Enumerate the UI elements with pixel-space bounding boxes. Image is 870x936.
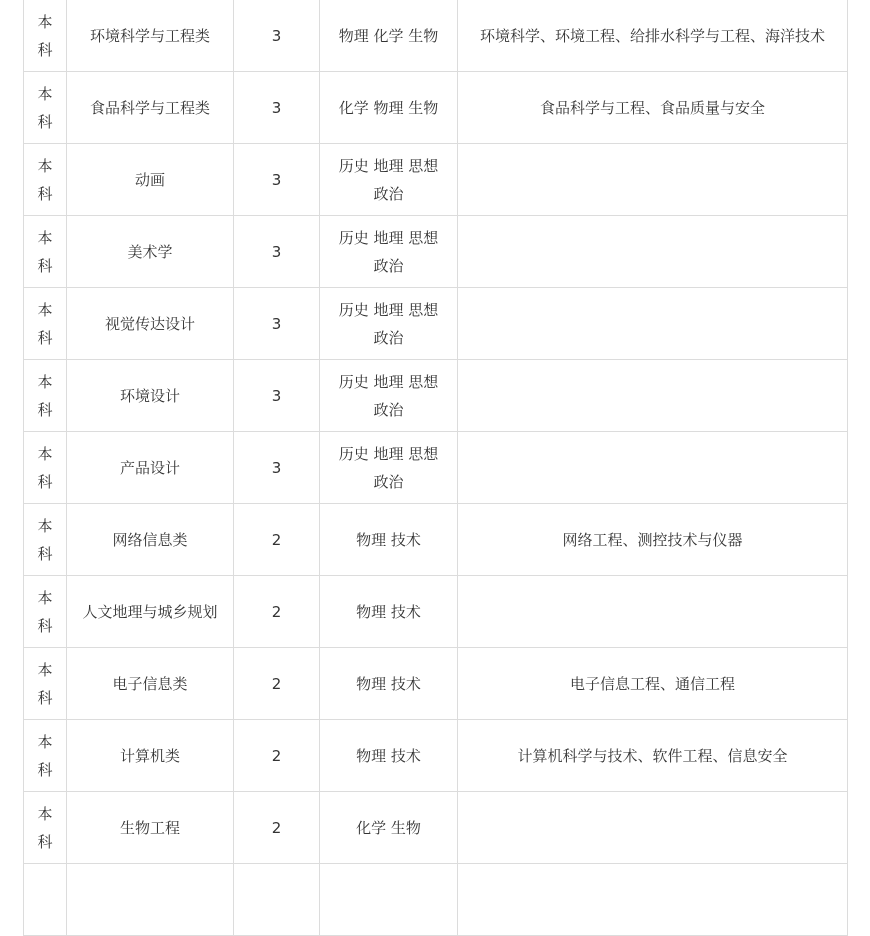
cell-subject-count: 3: [234, 0, 320, 72]
cell-subject-count: 2: [234, 576, 320, 648]
table-row: [24, 144, 848, 216]
cell-major: [67, 864, 234, 936]
cell-level: 本科: [24, 0, 67, 72]
table-row: [24, 720, 848, 792]
cell-subject-count: 3: [234, 72, 320, 144]
cell-major: 生物工程: [67, 792, 234, 864]
cell-subject-count: 2: [234, 720, 320, 792]
table-row: [24, 288, 848, 360]
majors-table: [23, 0, 848, 936]
cell-included-majors: 食品科学与工程、食品质量与安全: [458, 72, 848, 144]
majors-table-body: [24, 0, 848, 936]
cell-required-subjects: 物理 技术: [320, 648, 458, 720]
cell-level: 本科: [24, 504, 67, 576]
table-row: [24, 216, 848, 288]
cell-level: 本科: [24, 360, 67, 432]
cell-required-subjects: [320, 864, 458, 936]
cell-required-subjects: 化学 物理 生物: [320, 72, 458, 144]
cell-included-majors: 环境科学、环境工程、给排水科学与工程、海洋技术: [458, 0, 848, 72]
cell-major: 产品设计: [67, 432, 234, 504]
cell-included-majors: 电子信息工程、通信工程: [458, 648, 848, 720]
cell-included-majors: [458, 216, 848, 288]
cell-major: 环境科学与工程类: [67, 0, 234, 72]
cell-included-majors: 计算机科学与技术、软件工程、信息安全: [458, 720, 848, 792]
cell-subject-count: [234, 864, 320, 936]
cell-required-subjects: 历史 地理 思想政治: [320, 360, 458, 432]
cell-level: 本科: [24, 72, 67, 144]
table-row: [24, 504, 848, 576]
cell-required-subjects: 历史 地理 思想政治: [320, 216, 458, 288]
table-row: [24, 0, 848, 72]
cell-subject-count: 2: [234, 792, 320, 864]
cell-included-majors: [458, 864, 848, 936]
cell-required-subjects: 物理 技术: [320, 504, 458, 576]
cell-included-majors: [458, 432, 848, 504]
cell-required-subjects: 历史 地理 思想政治: [320, 288, 458, 360]
table-row: [24, 72, 848, 144]
cell-major: 视觉传达设计: [67, 288, 234, 360]
cell-included-majors: [458, 360, 848, 432]
table-row: [24, 792, 848, 864]
table-row: [24, 648, 848, 720]
cell-level: 本科: [24, 576, 67, 648]
cell-subject-count: 2: [234, 648, 320, 720]
cell-level: [24, 864, 67, 936]
cell-subject-count: 3: [234, 432, 320, 504]
cell-level: 本科: [24, 144, 67, 216]
cell-major: 电子信息类: [67, 648, 234, 720]
cell-included-majors: [458, 288, 848, 360]
cell-included-majors: [458, 792, 848, 864]
cell-subject-count: 2: [234, 504, 320, 576]
cell-level: 本科: [24, 792, 67, 864]
cell-level: 本科: [24, 216, 67, 288]
cell-included-majors: [458, 576, 848, 648]
cell-level: 本科: [24, 288, 67, 360]
cell-major: 人文地理与城乡规划: [67, 576, 234, 648]
majors-table-container: [23, 0, 847, 936]
cell-level: 本科: [24, 432, 67, 504]
cell-subject-count: 3: [234, 360, 320, 432]
cell-required-subjects: 历史 地理 思想政治: [320, 144, 458, 216]
cell-level: 本科: [24, 720, 67, 792]
cell-level: 本科: [24, 648, 67, 720]
table-row: [24, 360, 848, 432]
cell-major: 美术学: [67, 216, 234, 288]
cell-required-subjects: 历史 地理 思想政治: [320, 432, 458, 504]
cell-major: 动画: [67, 144, 234, 216]
table-row: [24, 576, 848, 648]
cell-subject-count: 3: [234, 144, 320, 216]
table-row: [24, 432, 848, 504]
cell-included-majors: 网络工程、测控技术与仪器: [458, 504, 848, 576]
table-row: [24, 864, 848, 936]
cell-major: 网络信息类: [67, 504, 234, 576]
cell-major: 计算机类: [67, 720, 234, 792]
cell-subject-count: 3: [234, 288, 320, 360]
cell-major: 环境设计: [67, 360, 234, 432]
cell-required-subjects: 物理 技术: [320, 576, 458, 648]
cell-required-subjects: 物理 化学 生物: [320, 0, 458, 72]
cell-subject-count: 3: [234, 216, 320, 288]
cell-required-subjects: 化学 生物: [320, 792, 458, 864]
cell-major: 食品科学与工程类: [67, 72, 234, 144]
cell-required-subjects: 物理 技术: [320, 720, 458, 792]
cell-included-majors: [458, 144, 848, 216]
